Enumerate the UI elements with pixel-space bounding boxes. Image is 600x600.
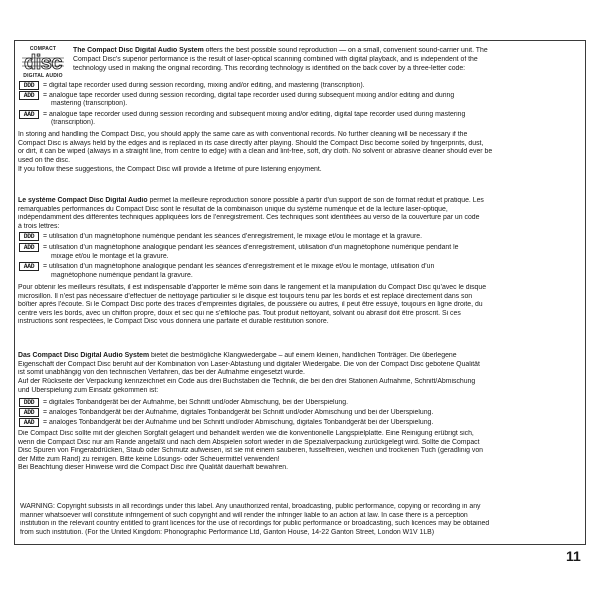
logo-bottom-text: DIGITAL AUDIO	[23, 73, 63, 79]
german-intro-line-3: ist somit unabhängig von den technischen Verfahren, das bei der Aufnahme eingesetzt wurde.	[18, 369, 305, 376]
french-care-line-2: microsillon. Il n’est pas nécessaire d’effectuer de nettoyage particulier si le disque est toujours tenu par les bords et est replacé directement dans son	[18, 292, 473, 300]
german-intro-line-5: und Überspielung zum Einsatz gekommen ist:	[18, 386, 159, 394]
french-care-line-1: Pour obtenir les meilleurs résultats, il est indispensable d’apporter le même soin dans le rangement et la manipulation du Compact Disc qu’avec le disque	[18, 284, 487, 291]
page-number: 11	[566, 548, 581, 564]
copyright-warning-line-1: WARNING: Copyright subsists in all recordings under this label. Any unauthorized rental, broadcasting, public performance, copying or recording in any	[20, 503, 481, 510]
code-badge-ddd: DDD	[19, 81, 39, 90]
french-intro-lead: Le système Compact Disc Digital Audio	[18, 197, 148, 204]
logo-top-text: COMPACT	[29, 46, 57, 52]
code-badge-ddd: DDD	[19, 398, 39, 407]
english-care-line-2: Compact Disc is always held by the edges and is replaced in its case directly after playing. Should the Compact Disc become soiled by fingerprints, dust,	[18, 139, 484, 147]
code-badge-aad: AAD	[19, 110, 39, 119]
german-intro-line-2: Eigenschaft der Compact Disc beruht auf der Kombination von Laser-Abtastung und digitaler Wiedergabe. Die von der Compact Disc gebotene Qualität	[18, 360, 480, 368]
french-intro-line-4: à trois lettres:	[18, 222, 60, 230]
german-intro-line-4: Auf der Rückseite der Verpackung kennzeichnet ein Code aus drei Buchstaben die Technik, die bei den drei Stationen Aufnahme, Schnitt/Abmischung	[18, 378, 476, 385]
english-code-add-line-2: mastering (transcription).	[51, 100, 128, 107]
english-intro-line-1: The Compact Disc Digital Audio System offers the best possible sound reproduction — on a small, convenient sound-carrier unit. The	[73, 47, 488, 54]
german-care-line-2: wenn die Compact Disc nur am Rande angefaßt und nach dem Abspielen sofort wieder in die Spezialverpackung zurückgelegt wird. Sollte die Compact	[18, 438, 480, 446]
french-code-aad-line-1: = utilisation d’un magnétophone analogique pendant les séances d’enregistrement et le mixage et/ou le montage, utilisation d’un	[43, 263, 435, 270]
code-badge-aad: AAD	[19, 418, 39, 427]
french-code-ddd-line-1: = utilisation d’un magnétophone numérique pendant les séances d’enregistrement, le mixage et/ou le montage et la gravure.	[43, 233, 423, 240]
english-intro-line-3: technology used in making the original recording. This recording technology is identified on the back cover by a three-letter code:	[73, 65, 466, 72]
english-intro-lead: The Compact Disc Digital Audio System	[73, 47, 204, 54]
copyright-warning-line-3: institution in the relevant country entitled to grant licences for the use of recordings for public performance or broadcasting, such licences may be obtained	[20, 520, 490, 527]
french-care-line-5: instructions sont respectées, le Compact Disc vous donnera une parfaite et durable restitution sonore.	[18, 318, 329, 325]
french-care-line-4: centre vers les bords, avec un chiffon propre, doux et sec qui ne s’effiloche pas. Tout produit nettoyant, solvant ou abrasif doit être proscrit. Si ces	[18, 309, 461, 317]
german-code-aad-line-1: = analoges Tonbandgerät bei der Aufnahme und bei Schnitt und/oder Abmischung, digitales Tonbandgerät bei der Überspielung.	[43, 419, 434, 426]
french-code-add-line-2: mixage et/ou le montage et la gravure.	[51, 252, 169, 260]
english-care-line-3: or dirt, it can be wiped (always in a straight line, from centre to edge) with a clean and lint-free, soft, dry cloth. No solvent or abrasive cleaner should ever be	[18, 148, 493, 155]
code-badge-add: ADD	[19, 243, 39, 252]
english-care-line-5: If you follow these suggestions, the Compact Disc will provide a lifetime of pure listening enjoyment.	[18, 166, 322, 173]
compact-disc-logo	[18, 46, 68, 80]
code-badge-ddd: DDD	[19, 232, 39, 241]
german-care-line-4: der Mitte zum Rand) zu reinigen. Bitte keine Lösungs- oder Scheuermittel verwenden!	[18, 455, 280, 463]
french-code-aad-line-2: magnétophone numérique pendant la gravure.	[51, 271, 193, 279]
code-badge-add: ADD	[19, 91, 39, 100]
english-intro-line-2: Compact Disc’s superior performance is the result of laser-optical scanning combined with digital playback, and is independent of the	[73, 56, 478, 63]
french-care-line-3: boîtier après l’écoute. Si le Compact Disc porte des traces d’empreintes digitales, de poussière ou autres, il peut être essuyé, toujours en ligne droite, du	[18, 301, 483, 308]
french-code-add-line-1: = utilisation d’un magnétophone analogique pendant les séances d’enregistrement, utilisation d’un magnétophone numérique pendant le	[43, 244, 459, 251]
copyright-warning-line-2: manner whatsoever will constitute infringement of such copyright and will render the infringer liable to an action at law. In case there is a perception	[20, 511, 468, 519]
english-code-aad-line-1: = analogue tape recorder used during session recording and subsequent mixing and/or editing, digital tape recorder used during mastering	[43, 111, 466, 118]
logo-mark-text: disc	[23, 52, 63, 72]
french-intro-line-3: indépendamment des différentes techniques appliquées lors de l’enregistrement. Ces techniques sont identifiées au verso de la couverture par un code	[18, 214, 480, 221]
german-intro-line-1: Das Compact Disc Digital Audio System bietet die bestmögliche Klangwiedergabe – auf einem kleinen, handlichen Tonträger. Die überlegene	[18, 352, 457, 359]
german-care-line-3: Disc Spuren von Fingerabdrücken, Staub oder Schmutz aufweisen, ist sie mit einem sauberen, fusselfreien, weichen und trockenen Tuch (geradlinig von	[18, 447, 483, 454]
french-intro-line-2: remarquables performances du Compact Disc sont le résultat de la combinaison unique du système numérique et de la lecture laser-optique,	[18, 205, 448, 213]
english-code-ddd-line-1: = digital tape recorder used during session recording, mixing and/or editing, and mastering (transcription).	[43, 82, 365, 89]
german-code-add-line-1: = analoges Tonbandgerät bei der Aufnahme, digitales Tonbandgerät bei Schnitt und/oder Abmischung und bei der Überspielung.	[43, 409, 434, 416]
english-care-line-4: used on the disc.	[18, 156, 71, 164]
english-care-line-1: In storing and handling the Compact Disc, you should apply the same care as with conventional records. No further cleaning will be necessary if the	[18, 131, 468, 138]
disc-logo-mark	[21, 52, 65, 72]
english-code-aad-line-2: (transcription).	[51, 119, 96, 126]
german-intro-lead: Das Compact Disc Digital Audio System	[18, 352, 150, 359]
english-code-add-line-1: = analogue tape recorder used during session recording, digital tape recorder used during subsequent mixing and/or editing and during	[43, 92, 455, 99]
german-care-line-5: Bei Beachtung dieser Hinweise wird die Compact Disc ihre Qualität dauerhaft bewahren.	[18, 464, 289, 471]
code-badge-add: ADD	[19, 408, 39, 417]
french-intro-line-1: Le système Compact Disc Digital Audio permet la meilleure reproduction sonore possible à partir d’un support de son de format réduit et pratique. Les	[18, 197, 484, 204]
german-care-line-1: Die Compact Disc sollte mit der gleichen Sorgfalt gelagert und behandelt werden wie die konventionelle Langspielplatte. Eine Reinigung erübrigt sich,	[18, 430, 474, 437]
german-code-ddd-line-1: = digitales Tonbandgerät bei der Aufnahme, bei Schnitt und/oder Abmischung, bei der Überspielung.	[43, 399, 348, 406]
copyright-warning-line-4: from such institution. (For the United Kingdom: Phonographic Performance Ltd, Ganton House, 14-22 Ganton Street, London W1V 1LB)	[20, 528, 435, 536]
code-badge-aad: AAD	[19, 262, 39, 271]
